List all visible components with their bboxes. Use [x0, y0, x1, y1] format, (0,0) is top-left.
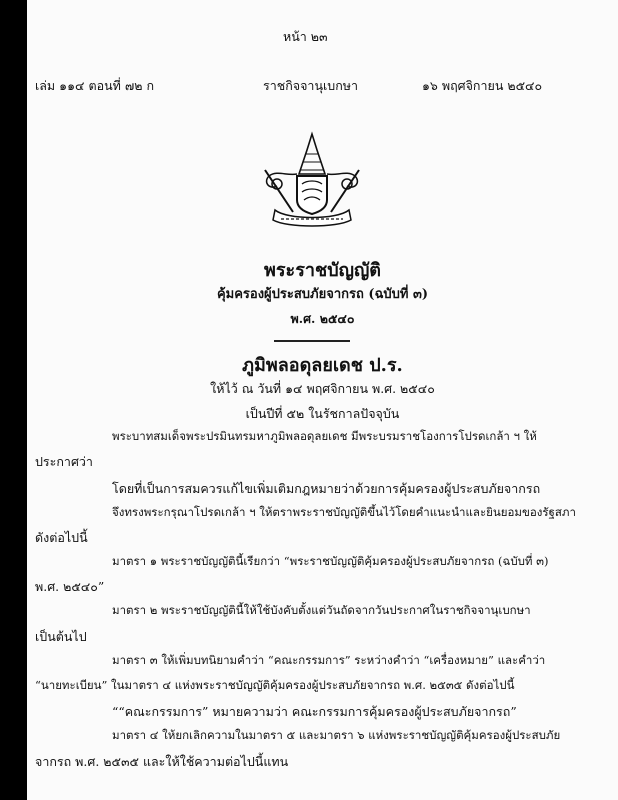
volume-issue: เล่ม ๑๑๔ ตอนที่ ๗๒ ก — [35, 78, 155, 93]
section-2-line-1: มาตรา ๒ พระราชบัญญัตินี้ให้ใช้บังคับตั้งแต่วันถัดจากวันประกาศในราชกิจจานุเบกษา — [112, 603, 531, 617]
reign-year: เป็นปีที่ ๕๒ ในรัชกาลปัจจุบัน — [245, 406, 400, 421]
royal-garuda-seal-emblem — [247, 130, 377, 230]
page-number: หน้า ๒๓ — [283, 29, 328, 44]
section-2-line-2: เป็นต้นไป — [35, 629, 87, 644]
section-4-line-1: มาตรา ๔ ให้ยกเลิกความในมาตรา ๕ และมาตรา ๖ แห่งพระราชบัญญัติคุ้มครองผู้ประสบภัย — [112, 728, 561, 742]
divider — [274, 340, 350, 342]
act-heading: พระราชบัญญัติ — [264, 260, 381, 281]
enactment-line-1: จึงทรงพระกรุณาโปรดเกล้า ฯ ให้ตราพระราชบัญญัติขึ้นไว้โดยคำแนะนำและยินยอมของรัฐสภา — [112, 505, 576, 519]
section-1-line-1: มาตรา ๑ พระราชบัญญัตินี้เรียกว่า “พระราชบัญญัติคุ้มครองผู้ประสบภัยจากรถ (ฉบับที่ ๓) — [112, 554, 549, 568]
section-4-line-2: จากรถ พ.ศ. ๒๕๓๕ และให้ใช้ความต่อไปนี้แทน — [35, 754, 289, 769]
section-3-line-1: มาตรา ๓ ให้เพิ่มบทนิยามคำว่า “คณะกรรมการ” ระหว่างคำว่า “เครื่องหมาย” และคำว่า — [112, 653, 546, 667]
document-page — [27, 0, 618, 800]
gazette-name: ราชกิจจานุเบกษา — [263, 78, 359, 93]
royal-signature-name: ภูมิพลอดุลยเดช ป.ร. — [242, 355, 403, 376]
preamble-line-1: พระบาทสมเด็จพระปรมินทรมหาภูมิพลอดุลยเดช มีพระบรมราชโองการโปรดเกล้า ฯ ให้ — [112, 429, 537, 443]
section-1-line-2: พ.ศ. ๒๕๔๐” — [35, 579, 105, 594]
act-title: คุ้มครองผู้ประสบภัยจากรถ (ฉบับที่ ๓) — [216, 287, 429, 302]
preamble-line-2: ประกาศว่า — [35, 454, 93, 469]
section-3-definition: ““คณะกรรมการ” หมายความว่า คณะกรรมการคุ้มครองผู้ประสบภัยจากรถ” — [112, 704, 517, 719]
enactment-line-2: ดังต่อไปนี้ — [35, 530, 88, 545]
act-year: พ.ศ. ๒๕๔๐ — [290, 311, 355, 326]
reason-paragraph: โดยที่เป็นการสมควรแก้ไขเพิ่มเติมกฎหมายว่าด้วยการคุ้มครองผู้ประสบภัยจากรถ — [112, 481, 541, 496]
section-3-line-2: “นายทะเบียน” ในมาตรา ๔ แห่งพระราชบัญญัติคุ้มครองผู้ประสบภัยจากรถ พ.ศ. ๒๕๓๕ ดังต่อไปนี้ — [35, 678, 515, 692]
given-date: ให้ไว้ ณ วันที่ ๑๔ พฤศจิกายน พ.ศ. ๒๕๔๐ — [210, 381, 435, 396]
publication-date: ๑๖ พฤศจิกายน ๒๕๔๐ — [422, 78, 543, 93]
